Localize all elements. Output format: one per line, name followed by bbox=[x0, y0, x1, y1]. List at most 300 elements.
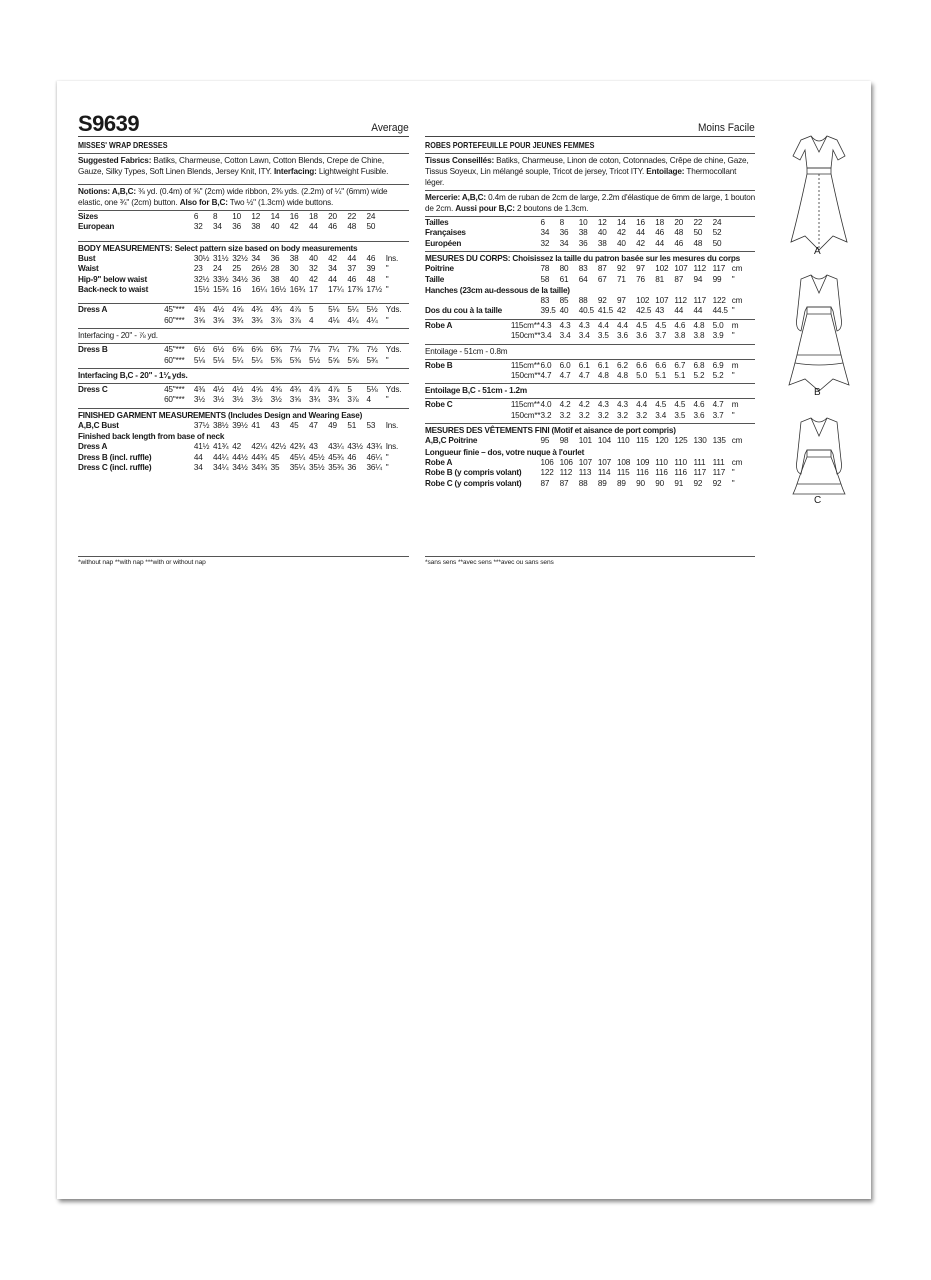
table-cell: 5⅝ bbox=[328, 355, 340, 365]
table-cell: 32 bbox=[308, 264, 318, 274]
table-cell: 4.3 bbox=[617, 400, 628, 410]
table-cell: 4⅝ bbox=[270, 385, 282, 395]
table-cell: 7¼ bbox=[328, 345, 340, 355]
table-cell: 14 bbox=[270, 212, 280, 221]
table-cell: Bust bbox=[78, 253, 96, 263]
table-cell: 5 bbox=[308, 305, 314, 315]
body-measurements-heading: BODY MEASUREMENTS: Select pattern size based on body measurements bbox=[78, 243, 358, 253]
table-cell bbox=[511, 436, 541, 446]
table-cell: Taille bbox=[425, 274, 445, 284]
table-cell: 90 bbox=[636, 478, 645, 488]
table-cell: Ins. bbox=[385, 420, 399, 430]
table-cell bbox=[511, 239, 541, 249]
table-cell: 16 bbox=[636, 218, 645, 227]
table-cell: 35 bbox=[270, 463, 280, 473]
table-cell: Françaises bbox=[425, 228, 466, 238]
table-cell: 97 bbox=[636, 264, 645, 274]
table-cell: 43 bbox=[655, 306, 664, 316]
table-cell: Dos du cou à la taille bbox=[425, 306, 503, 316]
table-cell: 4.6 bbox=[693, 400, 705, 410]
table-cell: 42 bbox=[289, 222, 299, 232]
table-cell: cm bbox=[731, 457, 743, 467]
table-cell: 3.8 bbox=[674, 331, 686, 341]
table-cell: 42.5 bbox=[636, 306, 652, 316]
table-cell: 89 bbox=[617, 478, 626, 488]
table-cell: Dress B (incl. ruffle) bbox=[78, 452, 152, 462]
table-row bbox=[425, 371, 755, 381]
table-cell: 6 bbox=[193, 212, 199, 221]
table-row bbox=[425, 275, 755, 285]
table-cell: 35¾ bbox=[328, 463, 344, 473]
table-cell bbox=[164, 421, 194, 431]
table-cell: 4½ bbox=[213, 305, 225, 315]
table-cell bbox=[732, 239, 755, 249]
back-table-fr bbox=[425, 306, 755, 316]
table-row bbox=[425, 331, 755, 341]
sizes-table bbox=[78, 212, 409, 233]
dress-a-yardage bbox=[78, 305, 409, 326]
table-cell: 4.4 bbox=[597, 320, 609, 330]
table-cell: 87 bbox=[674, 274, 684, 284]
table-cell: 5.2 bbox=[693, 371, 705, 381]
table-cell: 107 bbox=[578, 457, 592, 467]
table-row bbox=[425, 228, 755, 238]
table-cell: 5.0 bbox=[636, 371, 647, 381]
table-cell: 64 bbox=[578, 274, 588, 284]
table-cell: 3.2 bbox=[578, 410, 590, 420]
table-cell: 4½ bbox=[213, 385, 225, 395]
table-cell: 94 bbox=[693, 274, 703, 284]
table-cell: 5⅛ bbox=[366, 385, 378, 395]
table-cell: 110 bbox=[674, 457, 687, 467]
table-cell: 4¾ bbox=[270, 305, 282, 315]
table-cell: 99 bbox=[712, 274, 722, 284]
difficulty-level-fr: Moins Facile bbox=[698, 122, 755, 134]
table-cell: 14 bbox=[617, 218, 626, 227]
table-cell: 44 bbox=[674, 306, 684, 316]
table-cell: 42 bbox=[617, 228, 626, 238]
table-cell: 31½ bbox=[213, 253, 229, 263]
table-cell: 44 bbox=[347, 253, 357, 263]
table-cell: 91 bbox=[674, 478, 684, 488]
body-measurements-heading-fr: MESURES DU CORPS: Choisissez la taille du patron basée sur les mesures du corps bbox=[425, 254, 740, 264]
table-cell: 117 bbox=[712, 264, 726, 274]
table-cell: Dress B bbox=[78, 345, 108, 355]
table-cell: 106 bbox=[559, 457, 573, 467]
table-cell: 4⅛ bbox=[328, 315, 340, 325]
table-cell: " bbox=[385, 264, 389, 274]
table-cell: 5¼ bbox=[232, 355, 244, 365]
table-cell: 6¾ bbox=[270, 345, 282, 355]
robe-b-yardage bbox=[425, 361, 755, 382]
footnote-en: *without nap **with nap ***with or without nap bbox=[78, 559, 206, 566]
table-cell: 111 bbox=[712, 457, 725, 467]
table-cell: 42 bbox=[617, 306, 626, 316]
table-cell: 115cm** bbox=[510, 320, 540, 330]
table-cell: 5⅜ bbox=[289, 355, 301, 365]
table-row bbox=[425, 321, 755, 331]
table-cell: 36 bbox=[347, 463, 357, 473]
table-cell: 12 bbox=[251, 212, 261, 221]
table-cell: 26½ bbox=[251, 264, 267, 274]
table-cell: 6.1 bbox=[597, 360, 609, 370]
table-cell: 43¼ bbox=[328, 442, 344, 452]
table-cell: " bbox=[385, 355, 389, 365]
table-row bbox=[425, 436, 755, 446]
table-cell: 83 bbox=[540, 296, 550, 306]
table-cell: 3.5 bbox=[674, 410, 686, 420]
table-cell: 6½ bbox=[213, 345, 225, 355]
table-cell: " bbox=[385, 452, 389, 462]
table-cell: 46 bbox=[655, 228, 664, 238]
table-cell: 41 bbox=[251, 420, 261, 430]
table-cell: 50 bbox=[693, 228, 703, 238]
table-cell: Robe B (y compris volant) bbox=[425, 468, 522, 478]
table-cell: 41¾ bbox=[213, 442, 229, 452]
pattern-envelope-back bbox=[57, 81, 871, 1199]
table-cell: 46 bbox=[347, 452, 357, 462]
table-cell: 4.5 bbox=[674, 400, 686, 410]
table-cell: 4 bbox=[308, 315, 314, 325]
table-cell: 43½ bbox=[347, 442, 363, 452]
table-cell: 48 bbox=[347, 222, 357, 232]
table-cell: 4.6 bbox=[674, 320, 686, 330]
table-cell: 36 bbox=[578, 238, 588, 248]
table-cell: 24 bbox=[366, 212, 376, 221]
table-cell: Yds. bbox=[385, 305, 402, 315]
table-cell: 18 bbox=[655, 218, 664, 227]
table-cell: 5¾ bbox=[366, 355, 378, 365]
table-cell: 36 bbox=[270, 253, 280, 263]
table-cell: 4.8 bbox=[693, 320, 705, 330]
table-cell: 49 bbox=[328, 420, 337, 430]
table-cell: 3½ bbox=[213, 395, 225, 405]
table-cell: 6.8 bbox=[693, 360, 705, 370]
table-cell: 6.0 bbox=[559, 360, 571, 370]
table-cell: 107 bbox=[674, 264, 688, 274]
table-cell: 40.5 bbox=[578, 306, 594, 316]
table-cell: " bbox=[731, 274, 735, 284]
table-cell bbox=[164, 254, 194, 264]
finished-length-table bbox=[78, 442, 409, 473]
table-cell: 42 bbox=[328, 253, 337, 263]
table-cell: " bbox=[385, 315, 389, 325]
pattern-title-fr: ROBES PORTEFEUILLE POUR JEUNES FEMMES bbox=[425, 140, 595, 150]
table-cell: 45"*** bbox=[164, 345, 185, 355]
table-cell bbox=[511, 228, 541, 238]
table-cell: 3.2 bbox=[540, 410, 552, 420]
table-cell: 39½ bbox=[232, 420, 248, 430]
table-cell: 80 bbox=[559, 264, 569, 274]
table-cell bbox=[511, 275, 541, 285]
table-cell: 4¼ bbox=[347, 315, 359, 325]
table-cell: " bbox=[731, 478, 735, 488]
table-cell: 3¾ bbox=[308, 395, 320, 405]
table-cell: 115 bbox=[617, 468, 630, 478]
table-cell: 4¾ bbox=[289, 385, 301, 395]
footnote-fr: *sans sens **avec sens ***avec ou sans sens bbox=[425, 559, 554, 566]
table-row bbox=[78, 395, 409, 405]
table-cell: 3½ bbox=[270, 395, 282, 405]
table-cell: 34 bbox=[213, 222, 222, 232]
table-row bbox=[78, 316, 409, 326]
table-cell: 125 bbox=[674, 436, 688, 446]
table-cell: 78 bbox=[540, 264, 550, 274]
table-cell: 5.1 bbox=[674, 371, 686, 381]
table-cell: 16 bbox=[289, 212, 299, 221]
table-cell: Robe A bbox=[425, 457, 453, 467]
table-cell: 60"*** bbox=[164, 395, 185, 405]
table-row bbox=[78, 442, 409, 452]
dress-b-yardage bbox=[78, 345, 409, 366]
table-cell: 6.9 bbox=[712, 360, 724, 370]
back-length-heading-fr: Longueur finie – dos, votre nuque à l'ourlet bbox=[425, 447, 585, 457]
table-cell: 104 bbox=[597, 436, 611, 446]
table-cell: 38 bbox=[578, 228, 588, 238]
table-cell bbox=[164, 264, 194, 274]
table-row bbox=[78, 285, 409, 295]
table-cell: " bbox=[385, 395, 389, 405]
table-cell: 24 bbox=[213, 264, 222, 274]
table-cell: 3.2 bbox=[636, 410, 647, 420]
table-cell: 7⅜ bbox=[347, 345, 359, 355]
table-cell: Ins. bbox=[385, 253, 399, 263]
table-row bbox=[425, 361, 755, 371]
table-cell: 45 bbox=[270, 452, 280, 462]
table-cell: 4.5 bbox=[636, 320, 647, 330]
table-cell: 98 bbox=[559, 436, 569, 446]
finished-bust-table bbox=[78, 421, 409, 431]
table-cell bbox=[164, 212, 194, 222]
french-header bbox=[425, 112, 755, 137]
table-cell bbox=[386, 212, 409, 222]
table-cell: 38 bbox=[597, 238, 607, 248]
table-row bbox=[78, 222, 409, 232]
table-cell: 116 bbox=[655, 468, 668, 478]
table-cell: Tailles bbox=[425, 218, 449, 227]
table-row bbox=[78, 421, 409, 431]
table-cell: 5.2 bbox=[712, 371, 724, 381]
table-cell: 40 bbox=[270, 222, 280, 232]
table-cell: 4.3 bbox=[578, 320, 590, 330]
table-cell: 5¼ bbox=[347, 305, 359, 315]
table-cell: 42¾ bbox=[289, 442, 306, 452]
table-cell: 48 bbox=[693, 238, 703, 248]
sizes-table-fr bbox=[425, 218, 755, 249]
table-cell: 40 bbox=[617, 238, 626, 248]
dress-c-sketch bbox=[785, 414, 853, 500]
table-cell: 4.3 bbox=[540, 320, 552, 330]
table-cell: 30½ bbox=[193, 253, 210, 263]
notions: Notions: A,B,C: ⅜ yd. (0.4m) of ⅝" (2cm) wide ribbon, 2⅜ yds. (2.2m) of ¼" (6mm) wide elastic, one ¾" (2cm) button. Also for B,C: Two ½" (1.3cm) wide buttons. bbox=[78, 187, 388, 207]
table-cell: 47 bbox=[308, 420, 318, 430]
table-cell: 4.0 bbox=[540, 400, 552, 410]
table-cell bbox=[164, 463, 194, 473]
table-row bbox=[425, 458, 755, 468]
table-cell: 6.7 bbox=[674, 360, 686, 370]
back-length-heading: Finished back length from base of neck bbox=[78, 432, 225, 442]
table-cell: 44 bbox=[308, 222, 318, 232]
table-cell: 41½ bbox=[193, 442, 210, 452]
table-cell: " bbox=[385, 274, 389, 284]
table-row bbox=[78, 305, 409, 315]
table-row bbox=[78, 463, 409, 473]
table-cell: 4¾ bbox=[251, 305, 263, 315]
dress-a-sketch bbox=[785, 132, 853, 254]
table-cell: 3.6 bbox=[617, 331, 628, 341]
table-cell: 5⅛ bbox=[193, 355, 205, 365]
table-cell: 71 bbox=[617, 274, 626, 284]
dress-b-sketch bbox=[785, 271, 853, 393]
table-row bbox=[78, 254, 409, 264]
table-cell: 111 bbox=[693, 457, 706, 467]
table-cell bbox=[511, 296, 541, 306]
table-cell: 3½ bbox=[193, 395, 205, 405]
table-cell: 4¼ bbox=[366, 315, 378, 325]
table-cell: 3.2 bbox=[617, 410, 628, 420]
table-cell: 3.4 bbox=[540, 331, 552, 341]
table-cell: 3⅞ bbox=[270, 315, 282, 325]
french-column bbox=[425, 112, 755, 489]
table-cell bbox=[511, 218, 541, 228]
table-cell: 114 bbox=[597, 468, 611, 478]
table-cell: 3.7 bbox=[655, 331, 667, 341]
table-cell: 37 bbox=[347, 264, 357, 274]
table-cell: 10 bbox=[578, 218, 588, 227]
table-cell: " bbox=[731, 331, 735, 341]
english-column bbox=[78, 112, 409, 474]
table-cell: 42½ bbox=[270, 442, 286, 452]
table-row bbox=[425, 239, 755, 249]
table-cell bbox=[386, 222, 409, 232]
table-cell: 18 bbox=[308, 212, 318, 221]
table-cell: 3.7 bbox=[712, 410, 724, 420]
table-cell: 90 bbox=[655, 478, 664, 488]
table-cell bbox=[511, 306, 541, 316]
table-cell: 40 bbox=[597, 228, 607, 238]
suggested-fabrics-fr: Tissus Conseillés: Batiks, Charmeuse, Linon de coton, Cotonnades, Crêpe de chine, Gaze, Tissus Soyeux, Lin mélangé souple, Tricot de jersey, Tricot ITY. Entoilage: Thermocollant léger. bbox=[425, 156, 749, 187]
table-cell: 117 bbox=[693, 468, 706, 478]
table-cell: 17 bbox=[308, 285, 318, 295]
table-cell: Yds. bbox=[385, 345, 402, 355]
table-cell: 48 bbox=[366, 274, 376, 284]
table-cell: 5⅜ bbox=[270, 355, 282, 365]
table-cell: 5.0 bbox=[712, 320, 724, 330]
table-cell: 34 bbox=[559, 238, 569, 248]
table-cell: Dress C bbox=[78, 385, 108, 395]
table-cell bbox=[164, 285, 194, 295]
table-cell: 46 bbox=[366, 253, 376, 263]
table-cell: 44½ bbox=[232, 452, 248, 462]
table-cell: 3.2 bbox=[559, 410, 571, 420]
table-cell: Robe A bbox=[425, 320, 453, 330]
table-cell: 20 bbox=[328, 212, 337, 221]
table-cell: 89 bbox=[597, 478, 607, 488]
table-cell: 7⅛ bbox=[289, 345, 301, 355]
table-cell: 17½ bbox=[366, 285, 382, 295]
table-cell: 4.3 bbox=[597, 400, 609, 410]
table-cell: 3.4 bbox=[655, 410, 667, 420]
table-cell: 3¾ bbox=[328, 395, 340, 405]
table-cell: 46 bbox=[674, 238, 684, 248]
finished-bust-table-fr bbox=[425, 436, 755, 446]
table-cell: 3¾ bbox=[232, 315, 244, 325]
table-cell: 4⅞ bbox=[328, 385, 340, 395]
table-cell: 5⅛ bbox=[213, 355, 225, 365]
table-cell: 35½ bbox=[308, 463, 325, 473]
table-cell: 122 bbox=[712, 296, 726, 306]
table-cell: 3⅞ bbox=[289, 315, 301, 325]
table-cell: 4⅞ bbox=[308, 385, 320, 395]
table-cell: 6.6 bbox=[636, 360, 647, 370]
table-cell: 45¼ bbox=[289, 452, 306, 462]
finished-measurements-heading-fr: MESURES DES VÊTEMENTS FINI (Motif et aisance de port compris) bbox=[425, 426, 676, 436]
table-cell: 67 bbox=[597, 274, 607, 284]
table-cell: 42¼ bbox=[251, 442, 267, 452]
table-cell: 88 bbox=[578, 478, 588, 488]
table-row bbox=[425, 306, 755, 316]
table-cell: 116 bbox=[674, 468, 687, 478]
table-cell: 48 bbox=[674, 228, 684, 238]
dress-c-yardage bbox=[78, 385, 409, 406]
table-cell: m bbox=[731, 400, 739, 410]
table-cell: 38 bbox=[289, 253, 299, 263]
table-cell: cm bbox=[731, 296, 743, 306]
table-cell: Waist bbox=[78, 264, 99, 274]
table-cell: Dress C (incl. ruffle) bbox=[78, 463, 152, 473]
finished-length-table-fr bbox=[425, 458, 755, 489]
table-cell: 150cm** bbox=[510, 410, 541, 420]
table-cell: 120 bbox=[655, 436, 669, 446]
table-cell: 3.6 bbox=[693, 410, 705, 420]
table-cell: 25 bbox=[232, 264, 241, 274]
table-cell: 42 bbox=[308, 274, 318, 284]
table-cell: 113 bbox=[578, 468, 592, 478]
table-cell: 46 bbox=[347, 274, 357, 284]
table-cell: 50 bbox=[712, 238, 722, 248]
table-cell bbox=[78, 356, 164, 366]
table-cell bbox=[425, 411, 511, 421]
table-cell: " bbox=[731, 410, 735, 420]
table-cell: 34 bbox=[193, 463, 203, 473]
body-measurements-table-fr bbox=[425, 264, 755, 285]
table-cell bbox=[78, 316, 164, 326]
table-cell: 53 bbox=[366, 420, 376, 430]
table-cell: 24 bbox=[712, 218, 722, 227]
table-cell: 92 bbox=[693, 478, 703, 488]
table-cell: 115cm** bbox=[510, 360, 540, 370]
table-cell: 4.8 bbox=[597, 371, 609, 381]
table-cell: 45"*** bbox=[164, 305, 185, 315]
table-cell: 5⅛ bbox=[328, 305, 340, 315]
table-cell: 35¼ bbox=[289, 463, 306, 473]
table-row bbox=[78, 385, 409, 395]
table-cell: 43 bbox=[308, 442, 318, 452]
table-cell bbox=[164, 222, 194, 232]
table-cell: 32½ bbox=[232, 253, 248, 263]
table-cell: 16¾ bbox=[289, 285, 306, 295]
table-cell bbox=[425, 331, 511, 341]
table-cell: 87 bbox=[540, 478, 550, 488]
entoilage-bc: Entoilage B,C - 51cm - 1.2m bbox=[425, 386, 527, 396]
table-cell: 17¼ bbox=[328, 285, 344, 295]
table-cell: 6⅝ bbox=[232, 345, 244, 355]
table-cell: 15½ bbox=[193, 285, 210, 295]
table-cell bbox=[732, 228, 755, 238]
table-cell: 28 bbox=[270, 264, 280, 274]
table-cell: 122 bbox=[540, 468, 554, 478]
table-cell: Robe C (y compris volant) bbox=[425, 478, 522, 488]
